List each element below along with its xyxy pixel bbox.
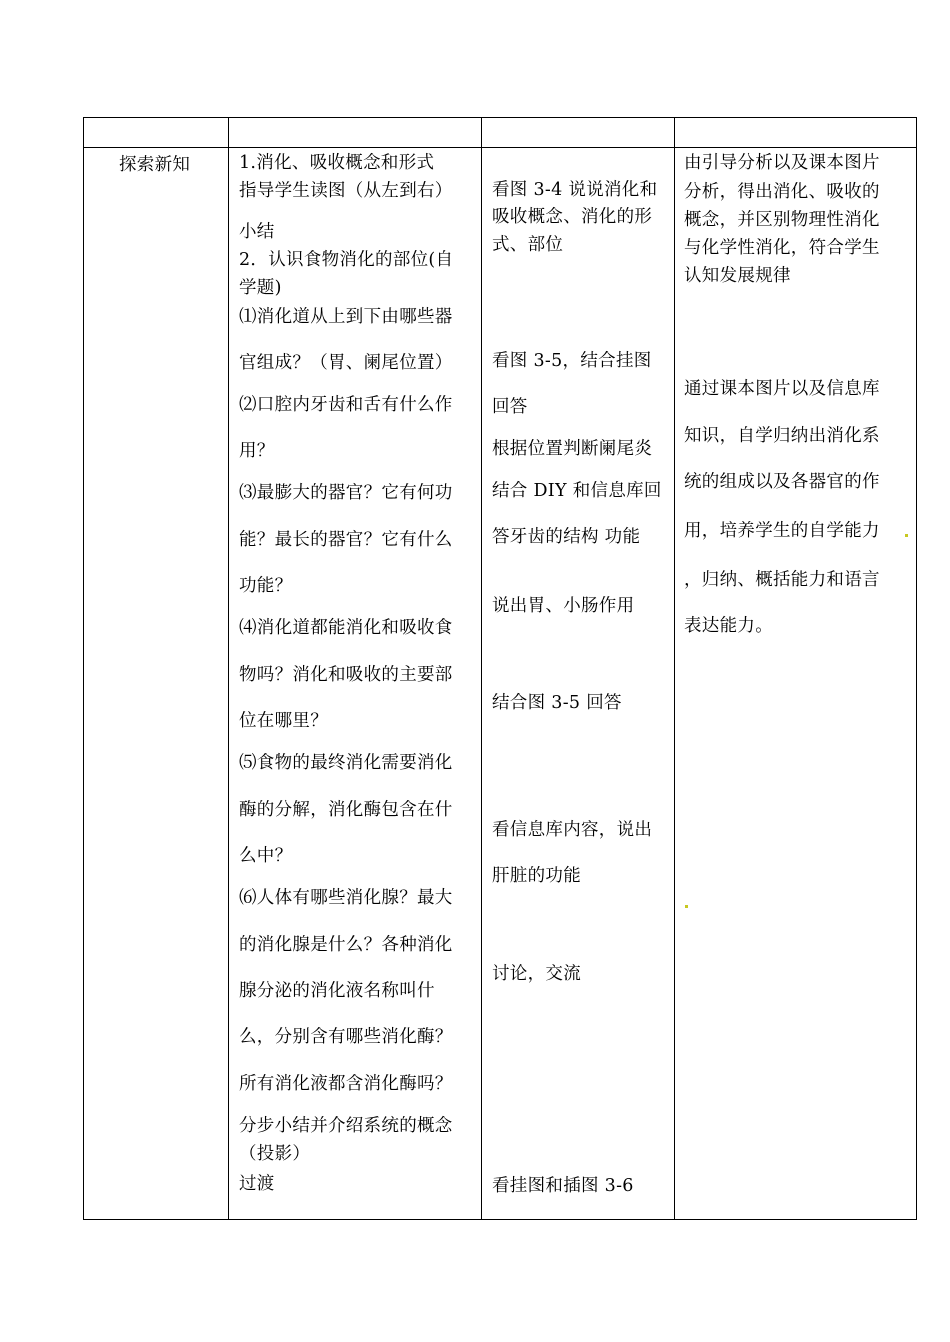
text-line: 概念，并区别物理性消化	[684, 210, 880, 230]
text-line: 回答	[492, 397, 528, 417]
text-line: 用？	[239, 441, 275, 461]
text-line: （投影）	[239, 1144, 311, 1164]
text-line: 位在哪里？	[239, 711, 328, 731]
header-cell	[84, 118, 229, 148]
text-line: 物吗？消化和吸收的主要部	[239, 665, 453, 685]
table-header-row	[84, 118, 917, 148]
text-line: 看信息库内容，说出	[492, 820, 653, 840]
student-activity-cell	[482, 148, 675, 1220]
text-line: ⑶最膨大的器官？它有何功	[239, 483, 453, 503]
text-line: 能？最长的器官？它有什么	[239, 530, 453, 550]
design-intent-cell	[675, 148, 917, 1220]
text-line: 看图 3-4 说说消化和	[492, 180, 658, 200]
text-line: 知识，自学归纳出消化系	[684, 426, 880, 446]
teacher-activity-cell	[229, 148, 482, 1220]
text-line: ⑸食物的最终消化需要消化	[239, 753, 453, 773]
text-line: 酶的分解，消化酶包含在什	[239, 800, 453, 820]
text-line: 讨论，交流	[492, 964, 581, 984]
stray-mark	[905, 534, 908, 537]
text-line: 看挂图和插图 3-6	[492, 1176, 634, 1196]
text-line: ，归纳、概括能力和语言	[684, 570, 880, 590]
text-line: 表达能力。	[684, 616, 773, 636]
header-cell	[482, 118, 675, 148]
lesson-plan-table	[83, 117, 917, 1220]
text-line: 结合 DIY 和信息库回	[492, 481, 662, 501]
text-line: 官组成？（胃、阑尾位置）	[239, 353, 453, 373]
text-line: 小结	[239, 222, 275, 242]
text-line: 腺分泌的消化液名称叫什	[239, 981, 435, 1001]
text-line: 吸收概念、消化的形	[492, 207, 653, 227]
stage-cell	[84, 148, 229, 1220]
text-line: 的消化腺是什么？各种消化	[239, 935, 453, 955]
text-line: 式、部位	[492, 235, 564, 255]
text-line: 与化学性消化，符合学生	[684, 238, 880, 258]
text-line: 2．认识食物消化的部位(自	[239, 250, 454, 270]
text-line: 用，培养学生的自学能力	[684, 521, 880, 541]
text-line: 说出胃、小肠作用	[492, 596, 635, 616]
text-line: ⑹人体有哪些消化腺？最大	[239, 888, 453, 908]
text-line: 通过课本图片以及信息库	[684, 379, 880, 399]
header-cell	[229, 118, 482, 148]
text-line: 由引导分析以及课本图片	[684, 153, 880, 173]
text-line: 么，分别含有哪些消化酶？	[239, 1027, 453, 1047]
text-line: ⑴消化道从上到下由哪些器	[239, 307, 453, 327]
text-line: 过渡	[239, 1174, 275, 1194]
text-line: 答牙齿的结构 功能	[492, 527, 641, 547]
text-line: 1.消化、吸收概念和形式	[239, 153, 435, 173]
stray-mark	[685, 905, 688, 908]
text-line: ⑷消化道都能消化和吸收食	[239, 618, 453, 638]
text-line: 认知发展规律	[684, 266, 791, 286]
header-cell	[675, 118, 917, 148]
stage-label: 探索新知	[119, 155, 191, 175]
text-line: 肝脏的功能	[492, 866, 581, 886]
text-line: 么中？	[239, 846, 293, 866]
text-line: 功能？	[239, 576, 293, 596]
text-line: 看图 3-5，结合挂图	[492, 351, 652, 371]
text-line: 学题)	[239, 278, 282, 298]
table-row	[84, 148, 917, 1220]
text-line: 指导学生读图（从左到右）	[239, 181, 453, 201]
text-line: 结合图 3-5 回答	[492, 693, 622, 713]
text-line: 分步小结并介绍系统的概念	[239, 1116, 453, 1136]
text-line: 分析，得出消化、吸收的	[684, 182, 880, 202]
text-line: 统的组成以及各器官的作	[684, 472, 880, 492]
text-line: ⑵口腔内牙齿和舌有什么作	[239, 395, 453, 415]
text-line: 根据位置判断阑尾炎	[492, 439, 653, 459]
text-line: 所有消化液都含消化酶吗？	[239, 1074, 453, 1094]
